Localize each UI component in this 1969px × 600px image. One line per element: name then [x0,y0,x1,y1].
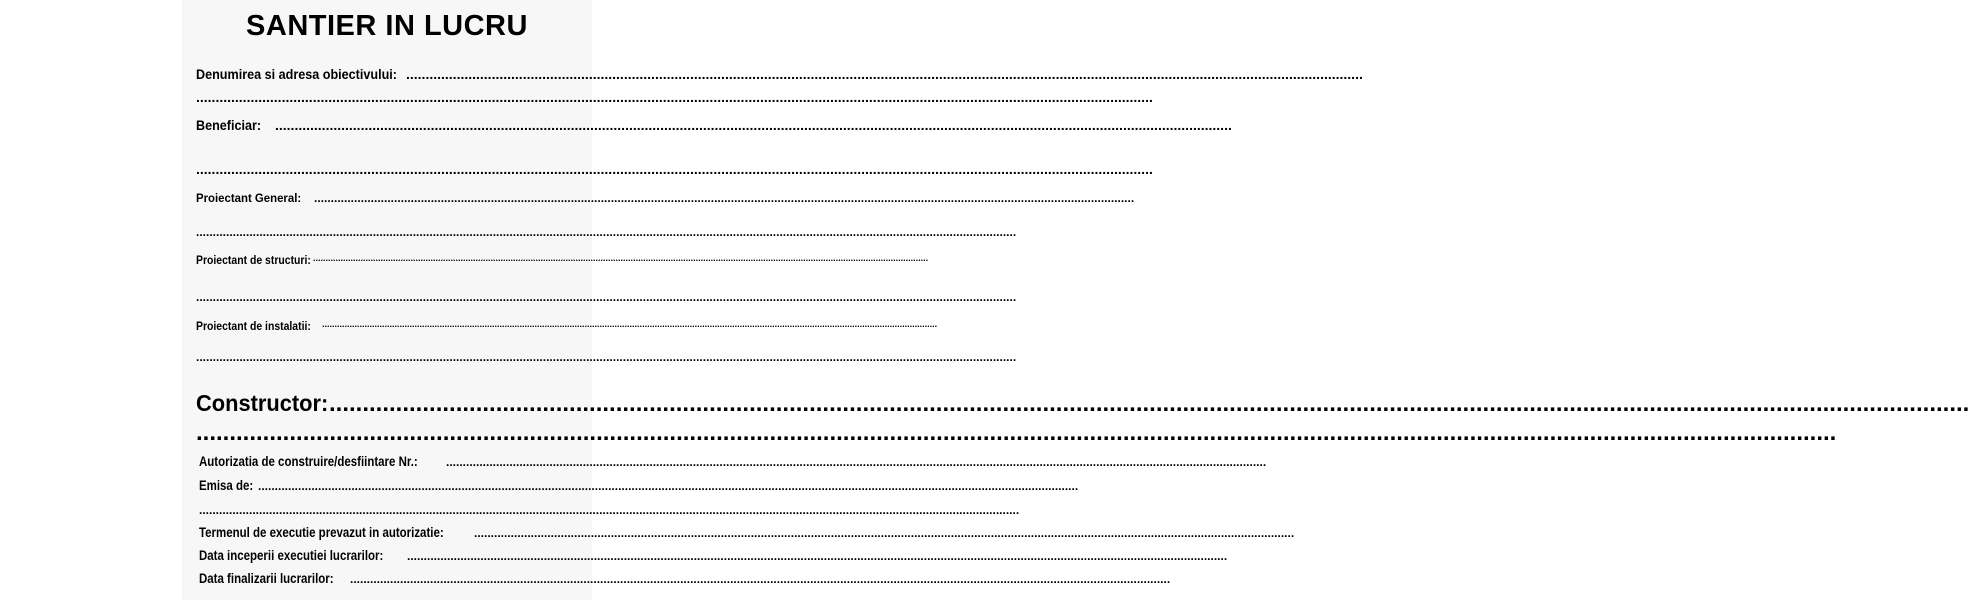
data-inceperii-label: Data inceperii executiei lucrarilor: [199,548,384,563]
termenul-label: Termenul de executie prevazut in autorizatie: [199,525,444,540]
proiectant-general-label: Proiectant General: [196,191,302,205]
denumire-dots: ...................................................................................................................................................................................................................................................... [406,66,1363,82]
emisa-dots: ...................................................................................................................................................................................................................................................... [258,479,1079,493]
data-finalizarii-label: Data finalizarii lucrarilor: [199,571,334,586]
beneficiar-label: Beneficiar: [196,117,262,133]
termenul-dots: ...................................................................................................................................................................................................................................................... [474,526,1295,540]
proiectant-general-dots: ...................................................................................................................................................................................................................................................... [314,191,1135,205]
proiectant-structuri-label: Proiectant de structuri: [196,253,311,267]
proiectant-general-dots-line2: ...................................................................................................................................................................................................................................................... [196,225,1017,239]
proiectant-instalatii-dots: ...................................................................................................................................................................................................................................................... [322,319,938,329]
constructor-dots: ...................................................................................................................................................................................................................................................... [329,390,1969,417]
proiectant-instalatii-label: Proiectant de instalatii: [196,319,311,333]
constructor-label: Constructor: [196,390,329,416]
autorizatia-dots: ...................................................................................................................................................................................................................................................... [446,455,1267,469]
denumire-label: Denumirea si adresa obiectivului: [196,66,397,82]
data-inceperii-dots: ...................................................................................................................................................................................................................................................... [407,549,1228,563]
constructor-dots-line2: ...................................................................................................................................................................................................................................................... [196,419,1837,446]
sign-title: SANTIER IN LUCRU [246,10,528,42]
emisa-dots-line2: ...................................................................................................................................................................................................................................................... [199,503,1020,517]
proiectant-structuri-dots-line2: ...................................................................................................................................................................................................................................................... [196,290,1017,304]
beneficiar-dots-line2: ...................................................................................................................................................................................................................................................... [196,161,1153,177]
denumire-dots-line2: ...................................................................................................................................................................................................................................................... [196,89,1153,105]
proiectant-structuri-dots: ...................................................................................................................................................................................................................................................... [313,253,929,263]
emisa-label: Emisa de: [199,478,254,493]
proiectant-instalatii-dots-line2: ...................................................................................................................................................................................................................................................... [196,350,1017,364]
autorizatia-label: Autorizatia de construire/desfiintare Nr.: [199,454,418,469]
beneficiar-dots: ...................................................................................................................................................................................................................................................... [275,117,1232,133]
data-finalizarii-dots: ...................................................................................................................................................................................................................................................... [350,572,1171,586]
